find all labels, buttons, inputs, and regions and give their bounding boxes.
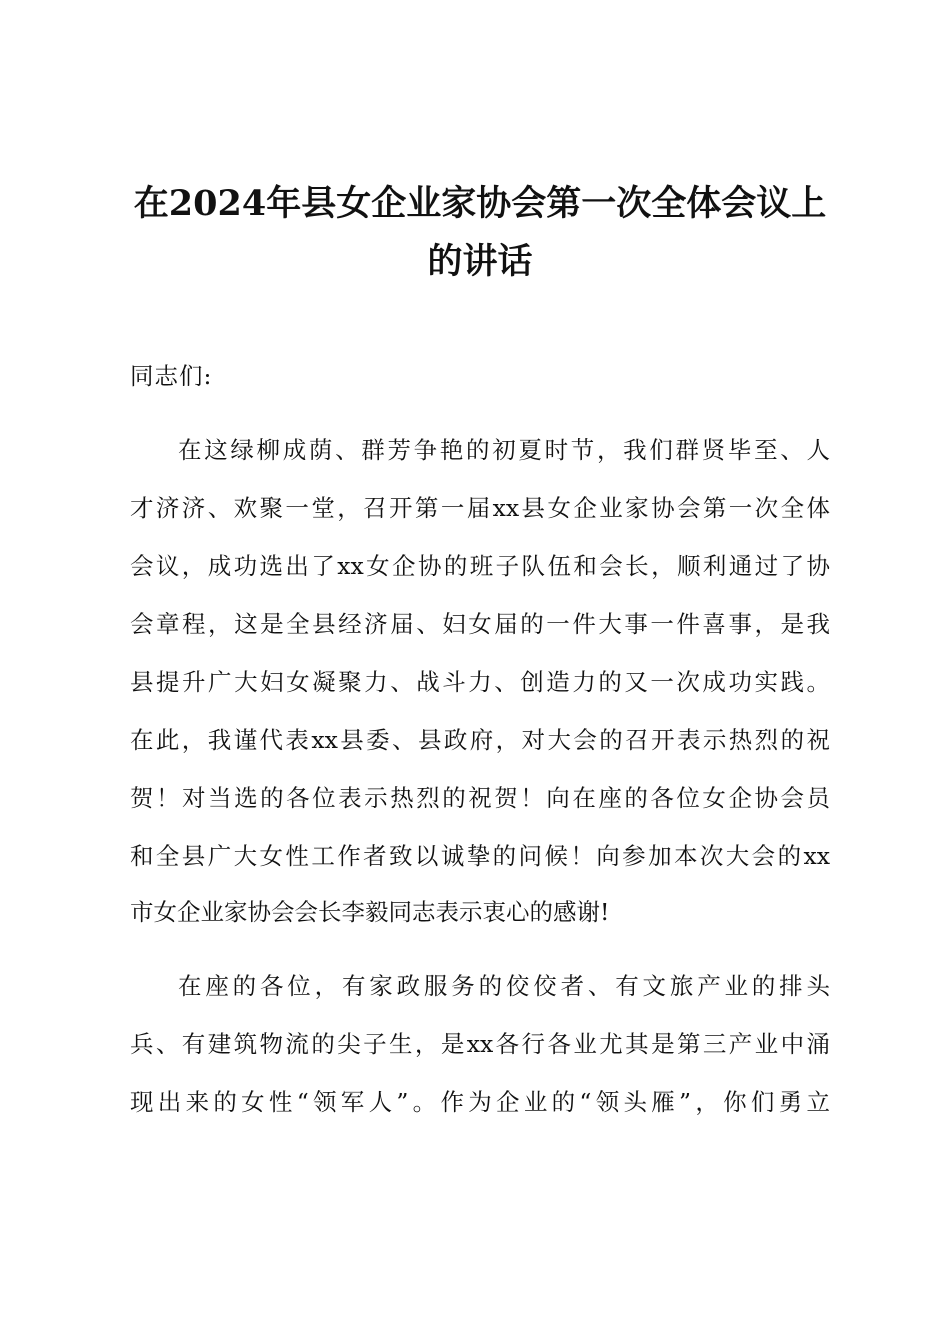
- paragraph-2-line: 兵、有建筑物流的尖子生，是xx各行各业尤其是第三产业中涌: [130, 1030, 830, 1058]
- paragraph-1-line: 在此，我谨代表xx县委、县政府，对大会的召开表示热烈的祝: [130, 726, 830, 754]
- paragraph-2-line: 现出来的女性“领军人”。作为企业的“领头雁”，你们勇立: [130, 1088, 830, 1116]
- paragraph-2-line: 在座的各位，有家政服务的佼佼者、有文旅产业的排头: [178, 972, 830, 1000]
- paragraph-1-line: 县提升广大妇女凝聚力、战斗力、创造力的又一次成功实践。: [130, 668, 830, 696]
- paragraph-1-line: 才济济、欢聚一堂，召开第一届xx县女企业家协会第一次全体: [130, 494, 830, 522]
- salutation: 同志们:: [130, 362, 213, 390]
- paragraph-1-line: 和全县广大女性工作者致以诚挚的问候！向参加本次大会的xx: [130, 842, 830, 870]
- paragraph-1-line: 会议，成功选出了xx女企协的班子队伍和会长，顺利通过了协: [130, 552, 830, 580]
- paragraph-1-line: 市女企业家协会会长李毅同志表示衷心的感谢!: [130, 898, 610, 926]
- document-title-line-2: 的讲话: [427, 241, 533, 282]
- paragraph-1-line: 会章程，这是全县经济届、妇女届的一件大事一件喜事，是我: [130, 610, 830, 638]
- paragraph-1-line: 贺！对当选的各位表示热烈的祝贺！向在座的各位女企协会员: [130, 784, 830, 812]
- document-title-line-1: 在2024年县女企业家协会第一次全体会议上: [133, 183, 827, 224]
- paragraph-1-line: 在这绿柳成荫、群芳争艳的初夏时节，我们群贤毕至、人: [178, 436, 830, 464]
